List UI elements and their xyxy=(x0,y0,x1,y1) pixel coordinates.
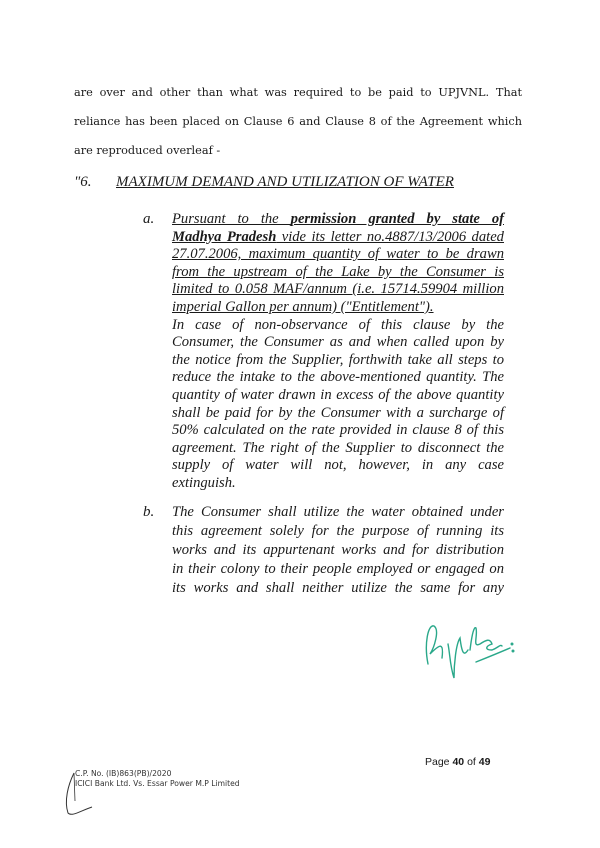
clause-text-segment: the notice from the Supplier, forthwith take all steps to xyxy=(172,351,504,368)
clause-line xyxy=(172,541,504,560)
clause-text-segment: The Consumer shall utilize the water obtained under xyxy=(172,504,504,520)
clause-line xyxy=(172,440,504,458)
clause-text-segment: in their colony to their people employed or engaged on xyxy=(172,561,504,577)
clause-text-segment: from the upstream of the Lake by the Consumer is xyxy=(172,263,504,280)
case-parties: ICICI Bank Ltd. Vs. Essar Power M.P Limited xyxy=(75,779,240,788)
clause-text-segment: its works and shall neither utilize the same for any xyxy=(172,580,504,596)
clause-text-segment: 27.07.2006, maximum quantity of water to be drawn xyxy=(172,246,504,263)
subclause-b-text xyxy=(172,503,504,598)
clause-line xyxy=(172,405,504,423)
clause-line xyxy=(172,503,504,522)
clause-line xyxy=(172,369,504,387)
clause-line xyxy=(172,522,504,541)
clause-line xyxy=(172,475,504,493)
clause-text-segment: 50% calculated on the rate provided in clause 8 of this xyxy=(172,422,504,439)
clause-text-segment: works and its appurtenant works and for distribution xyxy=(172,542,504,558)
clause-line xyxy=(172,457,504,475)
case-footer xyxy=(75,769,240,789)
clause-text-segment: reduce the intake to the above-mentioned quantity. The xyxy=(172,369,504,386)
clause-line xyxy=(172,352,504,370)
clause-line xyxy=(172,579,504,598)
clause-line xyxy=(172,422,504,440)
clause-text-segment: imperial Gallon per annum) ("Entitlement"). xyxy=(172,298,434,315)
clause-text-segment: this agreement solely for the purpose of running its xyxy=(172,523,504,539)
subclause-a-label: a. xyxy=(143,211,155,227)
clause-text-segment: Madhya Pradesh xyxy=(172,228,277,245)
clause-line xyxy=(172,317,504,335)
subclause-b-label: b. xyxy=(143,504,155,520)
clause-line xyxy=(172,560,504,579)
case-number: C.P. No. (IB)863(PB)/2020 xyxy=(75,769,172,778)
page-total: 49 xyxy=(478,756,491,768)
intro-line: are reproduced overleaf - xyxy=(74,144,221,157)
page-prefix: Page xyxy=(425,756,450,768)
clause-line xyxy=(172,387,504,405)
signature-image xyxy=(420,604,530,684)
page-number xyxy=(425,756,490,768)
intro-paragraph xyxy=(74,78,522,165)
clause-text-segment: extinguish. xyxy=(172,474,236,491)
clause-title: MAXIMUM DEMAND AND UTILIZATION OF WATER xyxy=(116,174,454,190)
clause-text-segment: limited to 0.058 MAF/annum (i.e. 15714.59904 million xyxy=(172,281,504,298)
clause-line xyxy=(172,299,504,317)
intro-line: reliance has been placed on Clause 6 and Clause 8 of the Agreement which xyxy=(74,115,522,128)
clause-text-segment: permission granted by state of xyxy=(290,211,504,227)
clause-line xyxy=(172,264,504,282)
clause-text-segment: Consumer, the Consumer as and when called upon by xyxy=(172,334,504,351)
page-sep: of xyxy=(467,756,476,768)
clause-text-segment: vide its letter no.4887/13/2006 dated xyxy=(276,228,504,245)
intro-line: are over and other than what was required to be paid to UPJVNL. That xyxy=(74,86,522,99)
clause-text-segment: shall be paid for by the Consumer with a surcharge of xyxy=(172,404,504,421)
clause-line xyxy=(172,246,504,264)
subclause-a-text xyxy=(172,211,504,493)
clause-number: "6. xyxy=(74,174,92,190)
clause-text-segment: supply of water will not, however, in any case xyxy=(172,457,504,474)
clause-text-segment: In case of non-observance of this clause by the xyxy=(172,316,504,333)
clause-line xyxy=(172,281,504,299)
clause-text-segment: agreement. The right of the Supplier to disconnect the xyxy=(172,439,504,456)
page-current: 40 xyxy=(452,756,465,768)
clause-line xyxy=(172,334,504,352)
clause-line xyxy=(172,211,504,229)
clause-line xyxy=(172,229,504,247)
clause-text-segment: Pursuant to the xyxy=(172,211,291,227)
clause-text-segment: quantity of water drawn in excess of the above quantity xyxy=(172,386,504,403)
